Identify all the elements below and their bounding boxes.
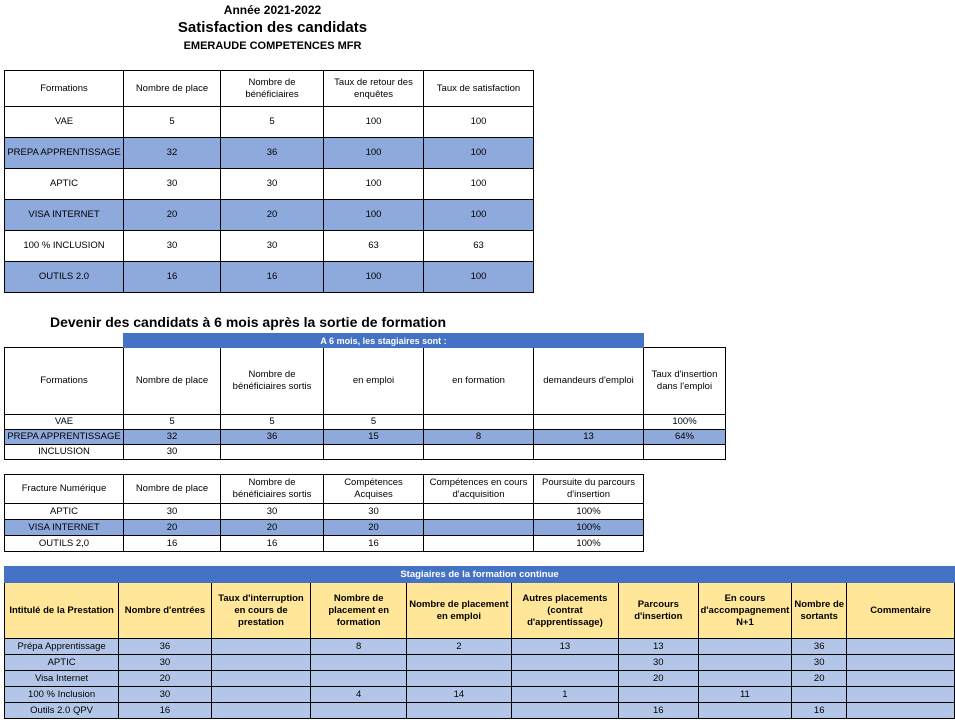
table-cell: APTIC [5, 169, 124, 200]
table-cell [511, 671, 618, 687]
column-header: Poursuite du parcours d'insertion [534, 475, 644, 504]
table-cell: 1 [511, 687, 618, 703]
table-cell: 2 [407, 639, 512, 655]
table-row [5, 687, 955, 703]
table-row [5, 107, 534, 138]
table-cell [311, 703, 407, 719]
table-cell: Outils 2.0 QPV [5, 703, 119, 719]
table-row [5, 430, 726, 445]
table-cell [847, 639, 955, 655]
table-cell: 5 [221, 107, 324, 138]
table-cell: 16 [119, 703, 211, 719]
table-cell [847, 687, 955, 703]
column-header: Nombre de bénéficiaires [221, 71, 324, 107]
table-cell [424, 536, 534, 552]
table-cell: 30 [324, 504, 424, 520]
table-cell [221, 445, 324, 460]
table-cell: 5 [221, 415, 324, 430]
table-cell: VAE [5, 107, 124, 138]
column-header: Nombre de place [124, 348, 221, 415]
table-cell: 30 [221, 504, 324, 520]
table-cell: 30 [124, 445, 221, 460]
column-header: Compétences en cours d'acquisition [424, 475, 534, 504]
column-header: en formation [424, 348, 534, 415]
column-header: Parcours d'insertion [619, 583, 698, 639]
table-cell: 100 % Inclusion [5, 687, 119, 703]
table-cell: 5 [124, 415, 221, 430]
column-header: Taux de retour des enquêtes [324, 71, 424, 107]
table-cell [698, 655, 792, 671]
table-cell [644, 445, 726, 460]
table-cell [424, 520, 534, 536]
satisfaction-table [4, 70, 534, 293]
column-header: Nombre de place [124, 475, 221, 504]
table-cell: 16 [324, 536, 424, 552]
table-cell: 13 [534, 430, 644, 445]
table-cell: 30 [221, 231, 324, 262]
table-cell [407, 655, 512, 671]
table-cell [424, 445, 534, 460]
table-cell: INCLUSION [5, 445, 124, 460]
table-cell: 16 [221, 262, 324, 293]
table-cell [792, 687, 847, 703]
table-row [5, 231, 534, 262]
blank-cell [5, 334, 124, 348]
table-cell [211, 655, 311, 671]
table-cell: 20 [119, 671, 211, 687]
table-cell: 100 [424, 262, 534, 293]
page-title: Satisfaction des candidats [177, 19, 368, 36]
column-header: Fracture Numérique [5, 475, 124, 504]
table-cell [211, 703, 311, 719]
band-header: A 6 mois, les stagiaires sont : [124, 334, 644, 348]
blank-cell [644, 334, 726, 348]
table-cell: 15 [324, 430, 424, 445]
table-row [5, 655, 955, 671]
table-cell [211, 687, 311, 703]
column-header: Nombre de placement en formation [311, 583, 407, 639]
table-row [5, 504, 644, 520]
devenir-title: Devenir des candidats à 6 mois après la sortie de formation [50, 314, 447, 330]
column-header: Nombre de place [124, 71, 221, 107]
table-cell: 11 [698, 687, 792, 703]
table-cell: 100% [534, 520, 644, 536]
column-header: Nombre de bénéficiaires sortis [221, 348, 324, 415]
table-cell [311, 655, 407, 671]
table-cell: VISA INTERNET [5, 200, 124, 231]
year-label: Année 2021-2022 [223, 3, 322, 17]
table-row [5, 169, 534, 200]
table-cell [211, 639, 311, 655]
table-cell: 20 [124, 520, 221, 536]
column-header: Formations [5, 348, 124, 415]
table-cell: 30 [119, 655, 211, 671]
header-row [5, 583, 955, 639]
table-cell: 5 [124, 107, 221, 138]
table-cell: 100 [324, 138, 424, 169]
table-cell [847, 703, 955, 719]
table-cell: 16 [221, 536, 324, 552]
table-cell: 13 [511, 639, 618, 655]
table-cell: 63 [324, 231, 424, 262]
column-header: Formations [5, 71, 124, 107]
column-header: en emploi [324, 348, 424, 415]
table-cell [424, 415, 534, 430]
table-cell: OUTILS 2,0 [5, 536, 124, 552]
table-row [5, 703, 955, 719]
column-header: Commentaire [847, 583, 955, 639]
table-cell: 30 [619, 655, 698, 671]
table-row [5, 445, 726, 460]
table-cell: 100 [324, 262, 424, 293]
table-cell [407, 671, 512, 687]
table-cell: 20 [324, 520, 424, 536]
table-cell: 8 [311, 639, 407, 655]
table-cell: PREPA APPRENTISSAGE [5, 430, 124, 445]
column-header: Nombre de sortants [792, 583, 847, 639]
table-row [5, 671, 955, 687]
table-row [5, 536, 644, 552]
table-cell: APTIC [5, 655, 119, 671]
table-row [5, 138, 534, 169]
table-cell: 20 [124, 200, 221, 231]
column-header: Compétences Acquises [324, 475, 424, 504]
column-header: Taux d'interruption en cours de prestation [211, 583, 311, 639]
table-cell [511, 703, 618, 719]
table-cell: 16 [124, 262, 221, 293]
table-cell: 100% [534, 504, 644, 520]
table-cell: 64% [644, 430, 726, 445]
table-cell: 30 [119, 687, 211, 703]
table-row [5, 520, 644, 536]
table-cell [511, 655, 618, 671]
header-row [5, 475, 644, 504]
table-cell: 100 [424, 138, 534, 169]
table-cell: 100 % INCLUSION [5, 231, 124, 262]
column-header: Autres placements (contrat d'apprentissage) [511, 583, 618, 639]
table-cell: 20 [619, 671, 698, 687]
fracture-numerique-table [4, 474, 644, 552]
table-cell: 8 [424, 430, 534, 445]
table-cell: 36 [119, 639, 211, 655]
table-cell: 36 [221, 138, 324, 169]
header-row [5, 71, 534, 107]
table-cell: Prépa Apprentissage [5, 639, 119, 655]
table-cell: 20 [221, 520, 324, 536]
table-cell: 30 [124, 504, 221, 520]
formation-continue-table [4, 566, 955, 719]
table-cell: VISA INTERNET [5, 520, 124, 536]
band-row [5, 334, 726, 348]
table-cell: Visa Internet [5, 671, 119, 687]
table-cell: 14 [407, 687, 512, 703]
table-cell [311, 671, 407, 687]
table-cell: 63 [424, 231, 534, 262]
table-cell [534, 415, 644, 430]
table-cell: 100 [424, 169, 534, 200]
table-cell [847, 655, 955, 671]
column-header: Intitulé de la Prestation [5, 583, 119, 639]
table-cell [698, 671, 792, 687]
table-cell: 100 [424, 200, 534, 231]
table-cell: 100 [324, 169, 424, 200]
table-cell: 30 [792, 655, 847, 671]
table-cell: 16 [124, 536, 221, 552]
table-cell: 16 [792, 703, 847, 719]
table-cell [211, 671, 311, 687]
column-header: En cours d'accompagnement N+1 [698, 583, 792, 639]
organization-name: EMERAUDE COMPETENCES MFR [183, 40, 362, 52]
table-cell [424, 504, 534, 520]
table-cell [847, 671, 955, 687]
table-cell [698, 639, 792, 655]
table-cell: PREPA APPRENTISSAGE [5, 138, 124, 169]
table-cell: 30 [221, 169, 324, 200]
table-cell: 36 [221, 430, 324, 445]
table-cell [698, 703, 792, 719]
table-cell: 30 [124, 231, 221, 262]
column-header: Taux d'insertion dans l'emploi [644, 348, 726, 415]
table-cell: VAE [5, 415, 124, 430]
table-cell: 30 [124, 169, 221, 200]
table-cell: 100% [644, 415, 726, 430]
table-cell: OUTILS 2.0 [5, 262, 124, 293]
column-header: Nombre de bénéficiaires sortis [221, 475, 324, 504]
column-header: demandeurs d'emploi [534, 348, 644, 415]
table-row [5, 639, 955, 655]
table-cell: 20 [221, 200, 324, 231]
table-cell: 4 [311, 687, 407, 703]
band-row [5, 567, 955, 583]
table-cell: 5 [324, 415, 424, 430]
column-header: Nombre de placement en emploi [407, 583, 512, 639]
table-cell: 32 [124, 138, 221, 169]
table-row [5, 262, 534, 293]
table-cell [407, 703, 512, 719]
table-cell: 100 [424, 107, 534, 138]
band-header: Stagiaires de la formation continue [5, 567, 955, 583]
table-row [5, 200, 534, 231]
table-cell: 100% [534, 536, 644, 552]
table-cell: APTIC [5, 504, 124, 520]
table-cell [534, 445, 644, 460]
table-cell [619, 687, 698, 703]
table-cell: 20 [792, 671, 847, 687]
table-cell [324, 445, 424, 460]
header-row [5, 348, 726, 415]
table-cell: 100 [324, 107, 424, 138]
table-cell: 32 [124, 430, 221, 445]
table-cell: 100 [324, 200, 424, 231]
table-cell: 36 [792, 639, 847, 655]
table-cell: 16 [619, 703, 698, 719]
column-header: Nombre d'entrées [119, 583, 211, 639]
column-header: Taux de satisfaction [424, 71, 534, 107]
table-cell: 13 [619, 639, 698, 655]
table-row [5, 415, 726, 430]
devenir-table [4, 333, 726, 460]
